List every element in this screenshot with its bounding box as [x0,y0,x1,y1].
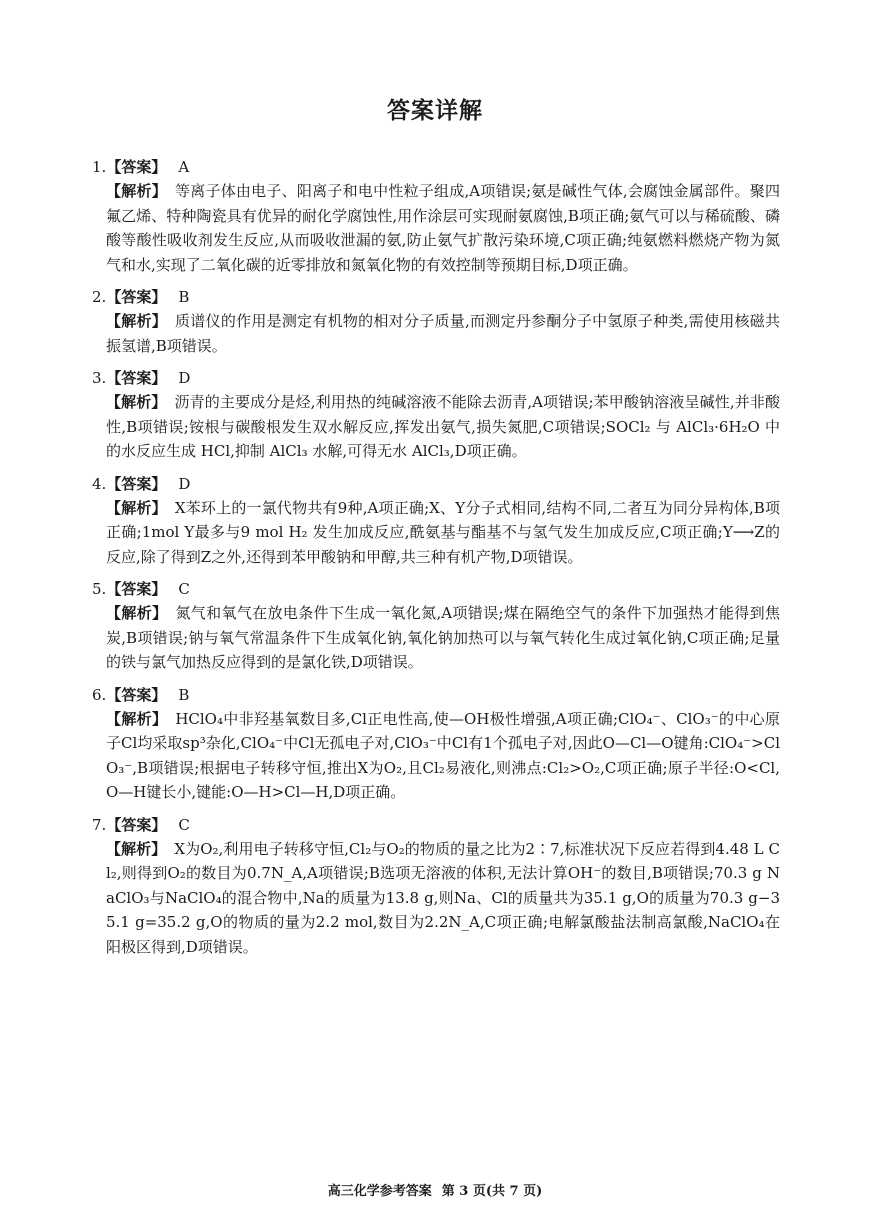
analysis-text: 沥青的主要成分是烃,利用热的纯碱溶液不能除去沥青,A项错误;苯甲酸钠溶液呈碱性,并非酸性,B项错误;铵根与碳酸根发生双水解反应,挥发出氨气,损失氮肥,C项错误;SOCl₂ 与 AlCl₃·6H₂O 中的水反应生成 HCl,抑制 AlCl₃ 水解,可得无水 AlCl₃,D项正确。 [106,393,780,460]
analysis-text: X为O₂,利用电子转移守恒,Cl₂与O₂的物质的量之比为2∶7,标准状况下反应若得到4.48 L Cl₂,则得到O₂的数目为0.7N_A,A项错误;B选项无溶液的体积,无法计算OH⁻的数目,B项错误;70.3 g NaClO₃与NaClO₄的混合物中,Na的质量为13.8 g,则Na、Cl的质量共为35.1 g,O的质量为70.3 g−35.1 g=35.2 g,O的物质的量为2.2 mol,数目为2.2N_A,C项正确;电解氯酸盐法制高氯酸,NaClO₄在阳极区得到,D项错误。 [106,839,780,956]
question-item-1 [92,155,780,277]
analysis-tag: 【解析】 [106,498,167,517]
analysis-tag: 【解析】 [106,393,167,411]
question-number: 5. [92,580,107,598]
answer-value: A [178,158,190,176]
analysis-block [92,390,780,464]
analysis-block [92,601,780,675]
question-item-2 [92,285,780,358]
analysis-block [92,707,780,805]
answer-value: D [178,474,191,493]
analysis-tag: 【解析】 [106,182,167,200]
analysis-tag: 【解析】 [106,709,168,728]
answer-value: C [178,815,190,834]
answer-tag: 【答案】 [106,815,167,834]
question-item-5 [92,577,780,675]
analysis-block [92,837,780,960]
answer-tag: 【答案】 [106,685,167,704]
question-item-3 [92,366,780,464]
answer-line [92,366,780,390]
question-item-7 [92,813,780,960]
question-item-4 [92,472,780,570]
answer-tag: 【答案】 [106,288,167,306]
answer-tag: 【答案】 [106,158,167,176]
analysis-text: 氮气和氧气在放电条件下生成一氧化氮,A项错误;煤在隔绝空气的条件下加强热才能得到焦炭,B项错误;钠与氧气常温条件下生成氧化钠,氧化钠加热可以与氧气转化生成过氧化钠,C项正确;足量的铁与氯气加热反应得到的是氯化铁,D项错误。 [106,604,780,671]
analysis-text: 质谱仪的作用是测定有机物的相对分子质量,而测定丹参酮分子中氢原子种类,需使用核磁共振氢谱,B项错误。 [106,312,780,355]
answer-line [92,683,780,707]
answer-value: C [178,580,190,598]
question-number: 7. [92,815,107,834]
analysis-text: HClO₄中非羟基氧数目多,Cl正电性高,使—OH极性增强,A项正确;ClO₄⁻、ClO₃⁻的中心原子Cl均采取sp³杂化,ClO₄⁻中Cl无孤电子对,ClO₃⁻中Cl有1个孤电子对,因此O—Cl—O键角:ClO₄⁻>ClO₃⁻,B项错误;根据电子转移守恒,推出X为O₂,且Cl₂易液化,则沸点:Cl₂>O₂,C项正确;原子半径:O<Cl,O—H键长小,键能:O—H>Cl—H,D项正确。 [106,709,780,801]
answer-value: D [178,369,191,387]
question-number: 2. [92,288,107,306]
analysis-block [92,496,780,570]
page-footer [0,1180,870,1199]
answer-line [92,472,780,496]
question-number: 3. [92,369,107,387]
analysis-tag: 【解析】 [106,604,168,622]
question-number: 4. [92,474,107,493]
answer-line [92,813,780,837]
answer-tag: 【答案】 [106,580,167,598]
answer-line [92,577,780,601]
answer-tag: 【答案】 [106,369,167,387]
question-number: 1. [92,158,107,176]
analysis-text: 等离子体由电子、阳离子和电中性粒子组成,A项错误;氨是碱性气体,会腐蚀金属部件。聚四氟乙烯、特种陶瓷具有优异的耐化学腐蚀性,用作涂层可实现耐氨腐蚀,B项正确;氨气可以与稀硫酸、磷酸等酸性吸收剂发生反应,从而吸收泄漏的氨,防止氨气扩散污染环境,C项正确;纯氨燃料燃烧产物为氮气和水,实现了二氧化碳的近零排放和氮氧化物的有效控制等预期目标,D项正确。 [106,182,780,274]
footer-subject: 高三化学参考答案 [327,1184,432,1199]
answer-value: B [178,685,190,704]
answer-line [92,155,780,179]
footer-page-number: 第 3 页(共 7 页) [441,1184,543,1199]
analysis-block [92,179,780,277]
question-number: 6. [92,685,107,704]
answer-line [92,285,780,309]
analysis-block [92,309,780,358]
answer-list [92,155,780,967]
analysis-tag: 【解析】 [106,312,168,330]
answer-value: B [178,288,190,306]
question-item-6 [92,683,780,805]
analysis-tag: 【解析】 [106,839,167,858]
analysis-text: X苯环上的一氯代物共有9种,A项正确;X、Y分子式相同,结构不同,二者互为同分异构体,B项正确;1mol Y最多与9 mol H₂ 发生加成反应,酰氨基与酯基不与氢气发生加成反应,C项正确;Y⟶Z的反应,除了得到Z之外,还得到苯甲酸钠和甲醇,共三种有机产物,D项错误。 [106,498,780,566]
answer-tag: 【答案】 [106,474,167,493]
page-title: 答案详解 [387,97,483,124]
